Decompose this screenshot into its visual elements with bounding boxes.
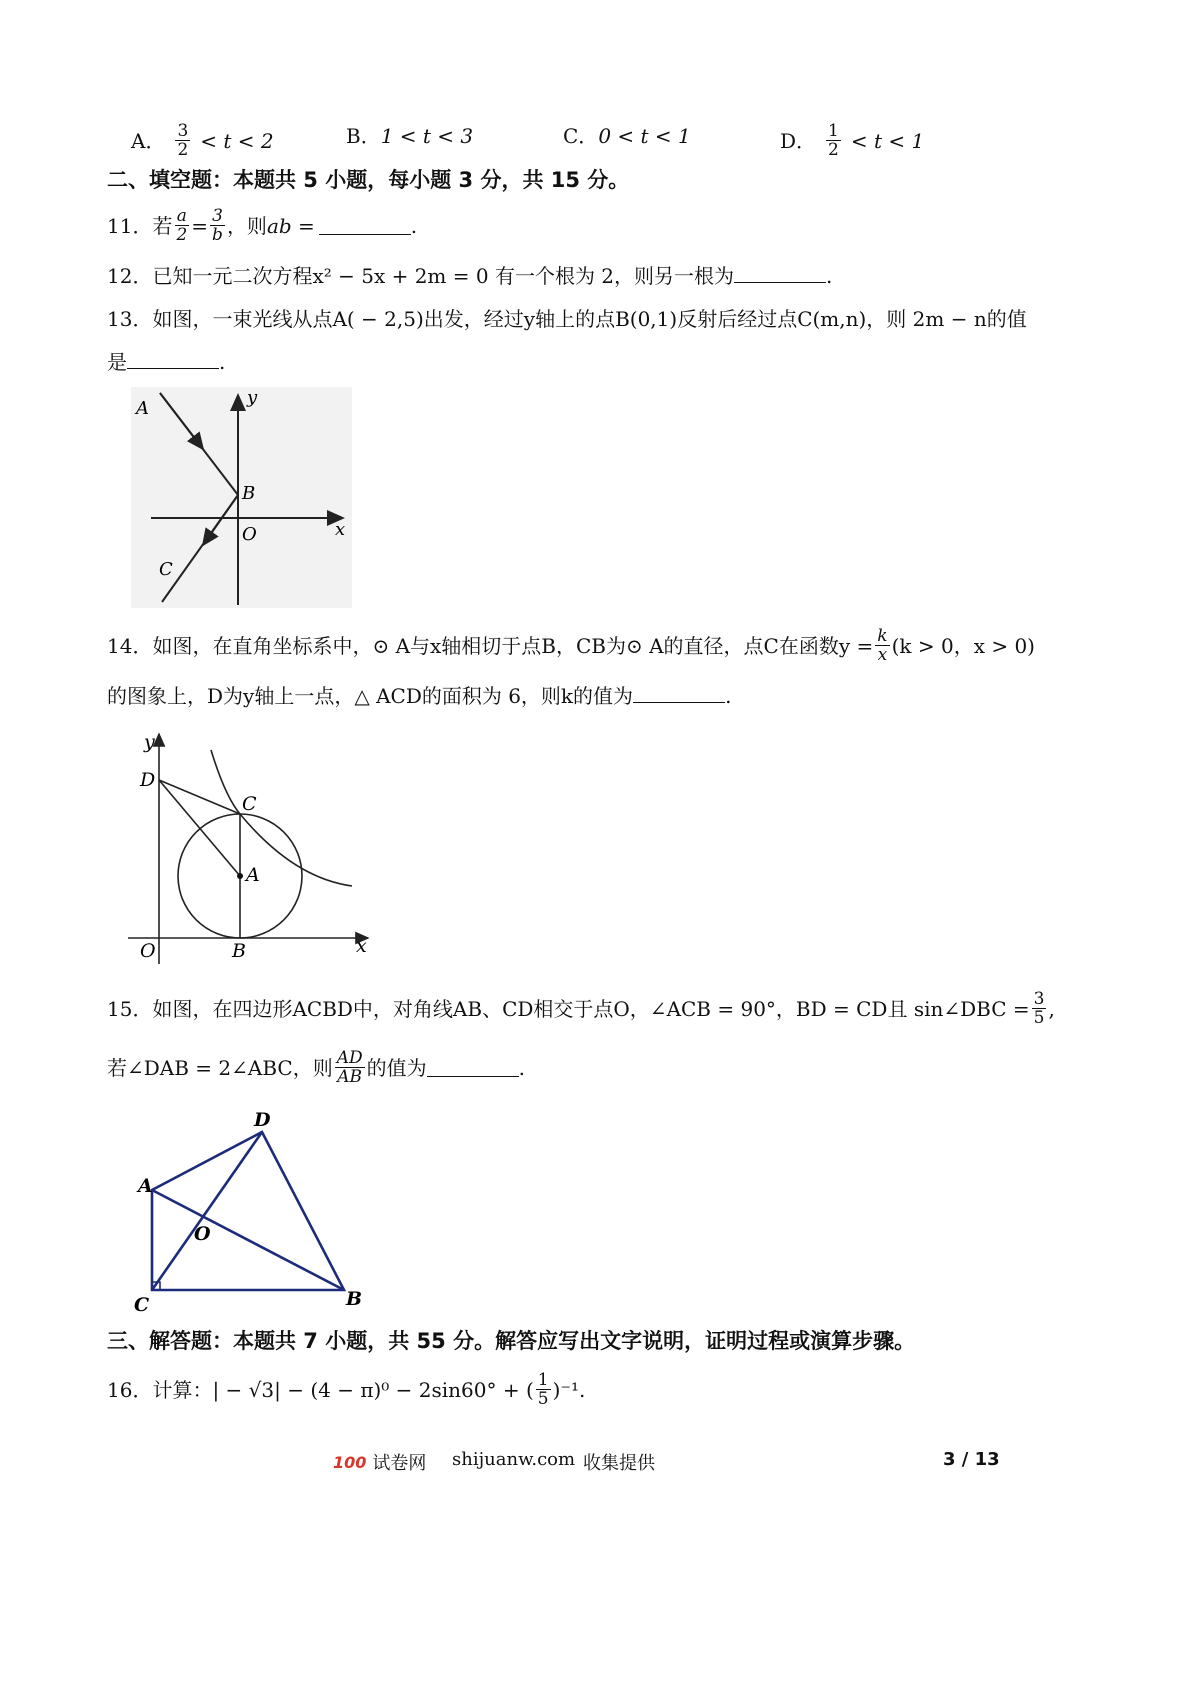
option-d-text: < t < 1 [850, 128, 925, 153]
point-b-label: B [346, 1288, 363, 1310]
frac-num: AD [336, 1048, 363, 1068]
center-a-dot [237, 873, 243, 879]
frac-den: 2 [828, 140, 839, 160]
point-c-label: C [159, 559, 173, 580]
point-b-label: B [232, 940, 246, 962]
segment-dc [159, 780, 240, 814]
frac-den: 2 [176, 225, 188, 245]
q14-text-post: (k > 0，x > 0) [891, 633, 1035, 658]
question-13-line-2 [107, 348, 225, 376]
q15-number: 15． [107, 996, 153, 1021]
point-o-label: O [194, 1223, 211, 1245]
q14-number: 14． [107, 633, 153, 658]
option-b-text: 1 < t < 3 [380, 124, 474, 148]
q11-mid: ，则 [226, 213, 267, 238]
option-d-fraction [826, 122, 841, 159]
q15-fraction [1032, 990, 1047, 1027]
frac-den: b [212, 225, 223, 245]
q10-option-b [346, 122, 473, 150]
point-a-label: A [136, 398, 149, 419]
question-15-line-2 [107, 1049, 525, 1086]
q15-line2-pre: 若∠DAB = 2∠ABC，则 [107, 1055, 333, 1080]
q11-end: . [410, 213, 418, 238]
site-logo: 100 [333, 1452, 367, 1472]
point-a-label: A [246, 864, 260, 886]
frac-den: 5 [537, 1389, 549, 1409]
page-number: 3 / 13 [943, 1449, 1000, 1470]
q11-number: 11． [107, 213, 153, 238]
q16-text-pre: 计算：| − √3| − (4 − π)⁰ − 2sin60° + ( [152, 1377, 534, 1402]
y-axis-label: y [247, 387, 258, 408]
q13-figure [131, 387, 352, 608]
frac-den: 2 [177, 140, 189, 160]
q14-end: . [725, 684, 732, 708]
q10-option-c [563, 122, 691, 150]
q11-expr: ab = [266, 213, 315, 238]
point-d-label: D [254, 1109, 271, 1131]
frac-num: a [176, 206, 187, 226]
question-16 [107, 1371, 585, 1408]
question-15-line-1 [107, 990, 1055, 1027]
q13-number: 13． [107, 307, 153, 331]
frac-num: 3 [177, 121, 189, 141]
q12-answer-blank[interactable] [734, 264, 826, 283]
point-c-label: C [242, 793, 257, 815]
q16-fraction [536, 1371, 551, 1408]
frac-num: 3 [1033, 989, 1045, 1009]
question-14-line-2 [107, 682, 731, 710]
section-3-heading: 三、解答题：本题共 7 小题，共 55 分。解答应写出文字说明，证明过程或演算步骤。 [107, 1329, 916, 1353]
q15-text-pre: 如图，在四边形ACBD中，对角线AB、CD相交于点O，∠ACB = 90°，BD = CD且 sin∠DBC = [152, 996, 1030, 1021]
q16-text-post: )⁻¹. [552, 1377, 586, 1402]
q15-figure [128, 1102, 378, 1320]
frac-num: 1 [828, 121, 839, 141]
q13-line2-text: 是 [107, 350, 127, 374]
q10-option-a [131, 122, 274, 159]
option-a-text: < t < 2 [200, 128, 274, 153]
q14-fraction [875, 627, 889, 664]
q15-fraction-2 [335, 1049, 365, 1086]
q15-end: . [518, 1055, 525, 1080]
q11-pre: 若 [152, 213, 173, 238]
q15-text-post: , [1048, 996, 1055, 1021]
question-13-line-1 [107, 305, 1027, 333]
frac-num: 1 [537, 1370, 549, 1390]
q14-figure [128, 728, 378, 966]
q12-text: 已知一元二次方程x² − 5x + 2m = 0 有一个根为 2，则另一根为 [152, 264, 735, 288]
site-url[interactable]: shijuanw.com [452, 1449, 576, 1470]
provider-text: 收集提供 [583, 1453, 655, 1474]
q13-text: 如图，一束光线从点A( − 2,5)出发，经过y轴上的点B(0,1)反射后经过点C(m,n)，则 2m − n的值 [152, 307, 1027, 331]
footer-brand [333, 1449, 426, 1475]
point-d-label: D [140, 769, 156, 791]
frac-den: AB [337, 1067, 363, 1087]
section-2-heading: 二、填空题：本题共 5 小题，每小题 3 分，共 15 分。 [107, 168, 630, 192]
frac-den: x [877, 645, 888, 665]
q14-text-pre: 如图，在直角坐标系中，⊙ A与x轴相切于点B，CB为⊙ A的直径，点C在函数y = [152, 633, 874, 658]
question-11 [107, 207, 417, 244]
quadrilateral-acbd [152, 1132, 344, 1290]
frac-num: k [877, 626, 888, 646]
x-axis-label: x [335, 519, 346, 540]
point-a-label: A [138, 1175, 153, 1197]
q12-end: . [826, 264, 833, 288]
q11-fraction-1 [174, 207, 189, 244]
x-axis-label: x [356, 935, 367, 957]
y-axis-label: y [144, 731, 155, 753]
q13-end: . [219, 350, 226, 374]
site-name: 试卷网 [372, 1453, 427, 1474]
q16-number: 16． [107, 1377, 153, 1402]
origin-label: O [140, 940, 156, 962]
frac-den: 5 [1033, 1008, 1045, 1028]
q12-number: 12． [107, 264, 153, 288]
origin-label: O [242, 524, 257, 545]
option-a-fraction [175, 122, 190, 159]
option-c-label: C． [563, 124, 599, 148]
question-14-line-1 [107, 627, 1035, 664]
option-c-text: 0 < t < 1 [598, 124, 691, 148]
q11-eq: = [191, 213, 209, 238]
diagonal-ab [152, 1190, 344, 1290]
q11-answer-blank[interactable] [319, 216, 411, 235]
diagonal-cd [152, 1132, 262, 1290]
option-b-label: B． [346, 124, 381, 148]
q13-answer-blank[interactable] [127, 350, 219, 369]
q14-answer-blank[interactable] [633, 684, 725, 703]
option-d-label: D． [780, 128, 817, 153]
option-a-label: A． [131, 128, 166, 153]
q10-option-d [780, 122, 924, 159]
q15-answer-blank[interactable] [427, 1058, 519, 1077]
q14-line2-text: 的图象上，D为y轴上一点，△ ACD的面积为 6，则k的值为 [107, 684, 634, 708]
q11-fraction-2 [210, 207, 225, 244]
q15-line2-post: 的值为 [366, 1055, 427, 1080]
frac-num: 3 [212, 206, 223, 226]
point-b-label: B [242, 483, 256, 504]
question-12 [107, 262, 832, 290]
point-c-label: C [134, 1294, 150, 1316]
